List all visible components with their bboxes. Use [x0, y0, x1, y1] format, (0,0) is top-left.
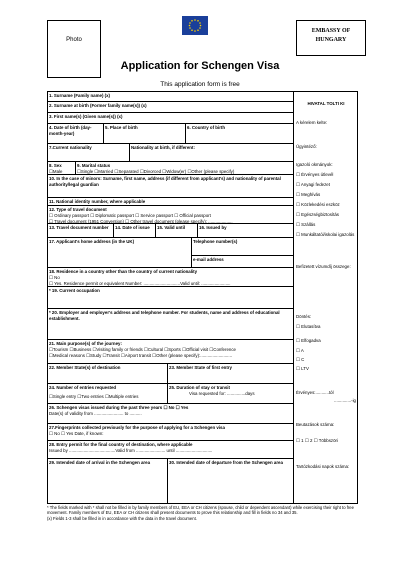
- doc-option-invitation[interactable]: ☐ Meghívás: [296, 192, 321, 197]
- previous-visas-field[interactable]: [48, 404, 294, 423]
- doc-option-passport[interactable]: ☐ Érvényes útlevél: [296, 172, 334, 177]
- first-name-field[interactable]: 3. First name(s) (Given name(s)) (x): [48, 113, 294, 123]
- field-row: [48, 198, 294, 206]
- embassy-line1: EMBASSY OF: [311, 28, 351, 34]
- field-row: [48, 424, 294, 441]
- eu-flag-icon: [182, 16, 208, 35]
- national-id-field[interactable]: 11. National identity number, where applicable: [48, 198, 294, 205]
- doc-option-insurance[interactable]: ☐ Egészségbiztosítás: [296, 212, 339, 217]
- country-of-birth-field[interactable]: 6. Country of birth: [186, 124, 294, 143]
- valid-to-label: ..............-ig: [334, 398, 356, 403]
- footnote-line2: (x) Fields 1-3 shall be filled in in accordance with the data in the travel document.: [47, 515, 197, 521]
- doc-option-transport[interactable]: ☐ Közlekedési eszköz: [296, 202, 340, 207]
- fingerprints-field[interactable]: [48, 424, 294, 440]
- surname-at-birth-field[interactable]: 2. Surname at birth (Former family name(s)) (x): [48, 102, 294, 112]
- marital-status-options[interactable]: ☐Single ☐Married ☐Separated ☐Divorced ☐Widow(er) ☐Other (please specify): [77, 168, 235, 174]
- residence-field[interactable]: [48, 268, 294, 286]
- field-row[interactable]: [48, 113, 294, 124]
- doc-option-employer[interactable]: ☐ Munkáltatói/iskolai igazolás: [296, 232, 355, 237]
- days-of-stay-label: Tartózkodási napok száma:: [296, 464, 350, 469]
- field-row: [48, 224, 294, 238]
- fingerprints-label: 27.Fingerprints collected previously for the purpose of applying for a Schengen visa: [49, 425, 225, 430]
- field-row: [48, 175, 294, 198]
- decision-label: Döntés:: [296, 314, 312, 319]
- doc-option-accommodation[interactable]: ☐ Szállás: [296, 222, 316, 227]
- current-occupation-field[interactable]: * 19. Current occupation: [48, 287, 294, 308]
- embassy-line2: HUNGARY: [315, 37, 347, 43]
- entries-label: 24. Number of entries requested: [49, 385, 117, 390]
- duration-field[interactable]: [168, 384, 294, 403]
- departure-date-field[interactable]: 30. Intended date of departure from the Schengen area: [168, 459, 294, 503]
- telephone-field[interactable]: Telephone number(s): [192, 238, 293, 256]
- field-row: [48, 441, 294, 459]
- employer-field[interactable]: * 20. Employer and employer's address and telephone number. For students, name and address of educational establishment.: [48, 309, 294, 339]
- fee-paid-label: Befizetett vízumdíj összege:: [296, 264, 351, 269]
- visa-type-c[interactable]: ☐ C: [296, 357, 305, 362]
- email-field[interactable]: e-mail address: [193, 257, 224, 262]
- residence-yes-option[interactable]: ☐ Yes. Residence permit or equivalent Number: ..............................Valid until: ........................: [49, 280, 231, 286]
- page-title: Application for Schengen Visa: [120, 60, 280, 72]
- destination-state-field[interactable]: 22. Member State(s) of destination: [48, 364, 168, 383]
- first-entry-state-field[interactable]: 23. Member State of first entry: [168, 364, 294, 383]
- field-row: [48, 162, 294, 175]
- field-row: [48, 124, 294, 144]
- visa-type-ltv[interactable]: ☐ LTV: [296, 366, 309, 371]
- place-of-birth-field[interactable]: 5. Place of birth: [104, 124, 186, 143]
- date-of-birth-field[interactable]: 4. Date of birth (day-month-year): [48, 124, 104, 143]
- journey-purpose-label: 21. Main purpose(s) of the journey:: [49, 341, 122, 346]
- previous-visas-dates[interactable]: Date(s) of validity from ........................ to ..........: [49, 410, 142, 416]
- field-row: [48, 384, 294, 404]
- supporting-docs-label: Igazoló okmányok:: [296, 162, 333, 167]
- residence-label: 18. Residence in a country other than the country of current nationality: [49, 269, 198, 274]
- travel-document-type-field[interactable]: [48, 206, 294, 223]
- entries-field[interactable]: [48, 384, 168, 403]
- travel-document-number-field[interactable]: 13. Travel document number: [48, 224, 114, 237]
- entry-permit-field[interactable]: [48, 441, 294, 458]
- journey-purpose-options1[interactable]: ☐Tourism ☐Business ☐Visiting family or friends ☐Cultural ☐Sports ☐Official visit ☐Conference: [49, 346, 236, 352]
- issued-by-field[interactable]: 16. Issued by: [198, 224, 294, 237]
- residence-no-option[interactable]: ☐ No: [49, 274, 60, 280]
- valid-until-field[interactable]: 15. Valid until: [156, 224, 198, 237]
- application-date-label: A kérelem kelte:: [296, 120, 328, 125]
- surname-field[interactable]: 1. Surname (Family name) (x): [48, 92, 294, 101]
- field-row: [48, 287, 294, 309]
- duration-value[interactable]: Visa requested for: ...............days: [189, 390, 255, 396]
- journey-purpose-field[interactable]: [48, 340, 294, 363]
- field-row: [48, 364, 294, 384]
- marital-status-field[interactable]: [76, 162, 294, 174]
- office-use-title: HIVATAL TOLTI KI: [307, 101, 345, 106]
- field-row: [48, 340, 294, 364]
- visa-type-a[interactable]: ☐ A: [296, 348, 304, 353]
- field-row: [48, 238, 294, 268]
- field-row: [48, 309, 294, 340]
- photo-label: Photo: [66, 37, 82, 43]
- valid-from-label: Érvényes:...........tól: [296, 390, 334, 395]
- field-row: [48, 404, 294, 424]
- journey-purpose-options2[interactable]: ☐Medical reasons ☐Study ☐Transit ☐Airport transit ☐Other (please specify):..........................: [49, 352, 233, 358]
- application-form: [47, 91, 358, 504]
- duration-label: 25. Duration of stay or transit: [169, 385, 230, 390]
- entries-options[interactable]: ☐Single entry ☐Two entries ☐Multiple entries: [49, 393, 139, 399]
- contact-cell: [192, 238, 294, 267]
- arrival-date-field[interactable]: 29. Intended date of arrival in the Schengen area: [48, 459, 168, 503]
- previous-visas-label: 26. Schengen visas issued during the past three years ☐ No ☐ Yes: [49, 405, 189, 410]
- field-row: [48, 144, 294, 162]
- entries-count-options[interactable]: ☐ 1 ☐ 2 ☐ Többszöri: [296, 438, 338, 443]
- office-use-panel: [294, 92, 357, 503]
- travel-document-type-label: 12. Type of travel document: [49, 207, 107, 212]
- decision-refused[interactable]: ☐ Elutasítva: [296, 324, 321, 329]
- current-nationality-field[interactable]: 7.Current nationality: [48, 144, 130, 161]
- guardian-field[interactable]: 10. In the case of minors: Surname, first name, address (if different from applicant's) and nationality of parental authority/legal guardian: [48, 175, 294, 197]
- field-row: [48, 206, 294, 224]
- nationality-at-birth-field[interactable]: Nationality at birth, if different:: [130, 144, 294, 161]
- entry-permit-value[interactable]: Issued by ......................................Valid from ........................ until ..............................: [49, 447, 213, 453]
- field-row[interactable]: [48, 102, 294, 113]
- sex-field[interactable]: [48, 162, 76, 174]
- fingerprints-options[interactable]: ☐ No ☐ Yes Date, if known:: [49, 430, 104, 436]
- doc-option-means[interactable]: ☐ Anyagi fedezet: [296, 182, 330, 187]
- date-of-issue-field[interactable]: 14. Date of issue: [114, 224, 156, 237]
- clerk-label: Ügyintéző:: [296, 144, 317, 149]
- home-address-field[interactable]: 17. Applicant's home address (in the UK): [48, 238, 192, 267]
- sex-label: 8. Sex: [49, 163, 62, 168]
- footnote-line1: * The fields marked with * shall not be filled in by family members of EU, EEA or CH citizens (spouse, child or dependent ascendant) while exercising their right to free movement. Family members of EU, EEA or CH citizens shall present documents to prove this relationship and fill in fields no 34 and 35.: [47, 505, 354, 516]
- field-row: [48, 459, 294, 503]
- decision-accepted[interactable]: ☐ Elfogadva: [296, 338, 321, 343]
- field-row: [48, 268, 294, 287]
- entry-permit-label: 28. Entry permit for the final country of destination, where applicable: [49, 442, 193, 447]
- footnote: [47, 505, 358, 521]
- field-row[interactable]: [48, 92, 294, 102]
- entries-count-label: Beutazások száma:: [296, 422, 335, 427]
- sex-options[interactable]: ☐Male: [49, 168, 63, 174]
- marital-status-label: 9. Marital status: [77, 163, 111, 168]
- travel-document-options1[interactable]: ☐ Ordinary passport ☐ Diplomatic passport ☐ Service passport ☐ Official passport: [49, 212, 211, 218]
- page-subtitle: This application form is free: [160, 81, 240, 88]
- embassy-box: [296, 20, 366, 56]
- travel-document-options2[interactable]: ☐ Travel document (1951 Convention) ☐ Other travel document (please specify): ....................: [49, 218, 233, 223]
